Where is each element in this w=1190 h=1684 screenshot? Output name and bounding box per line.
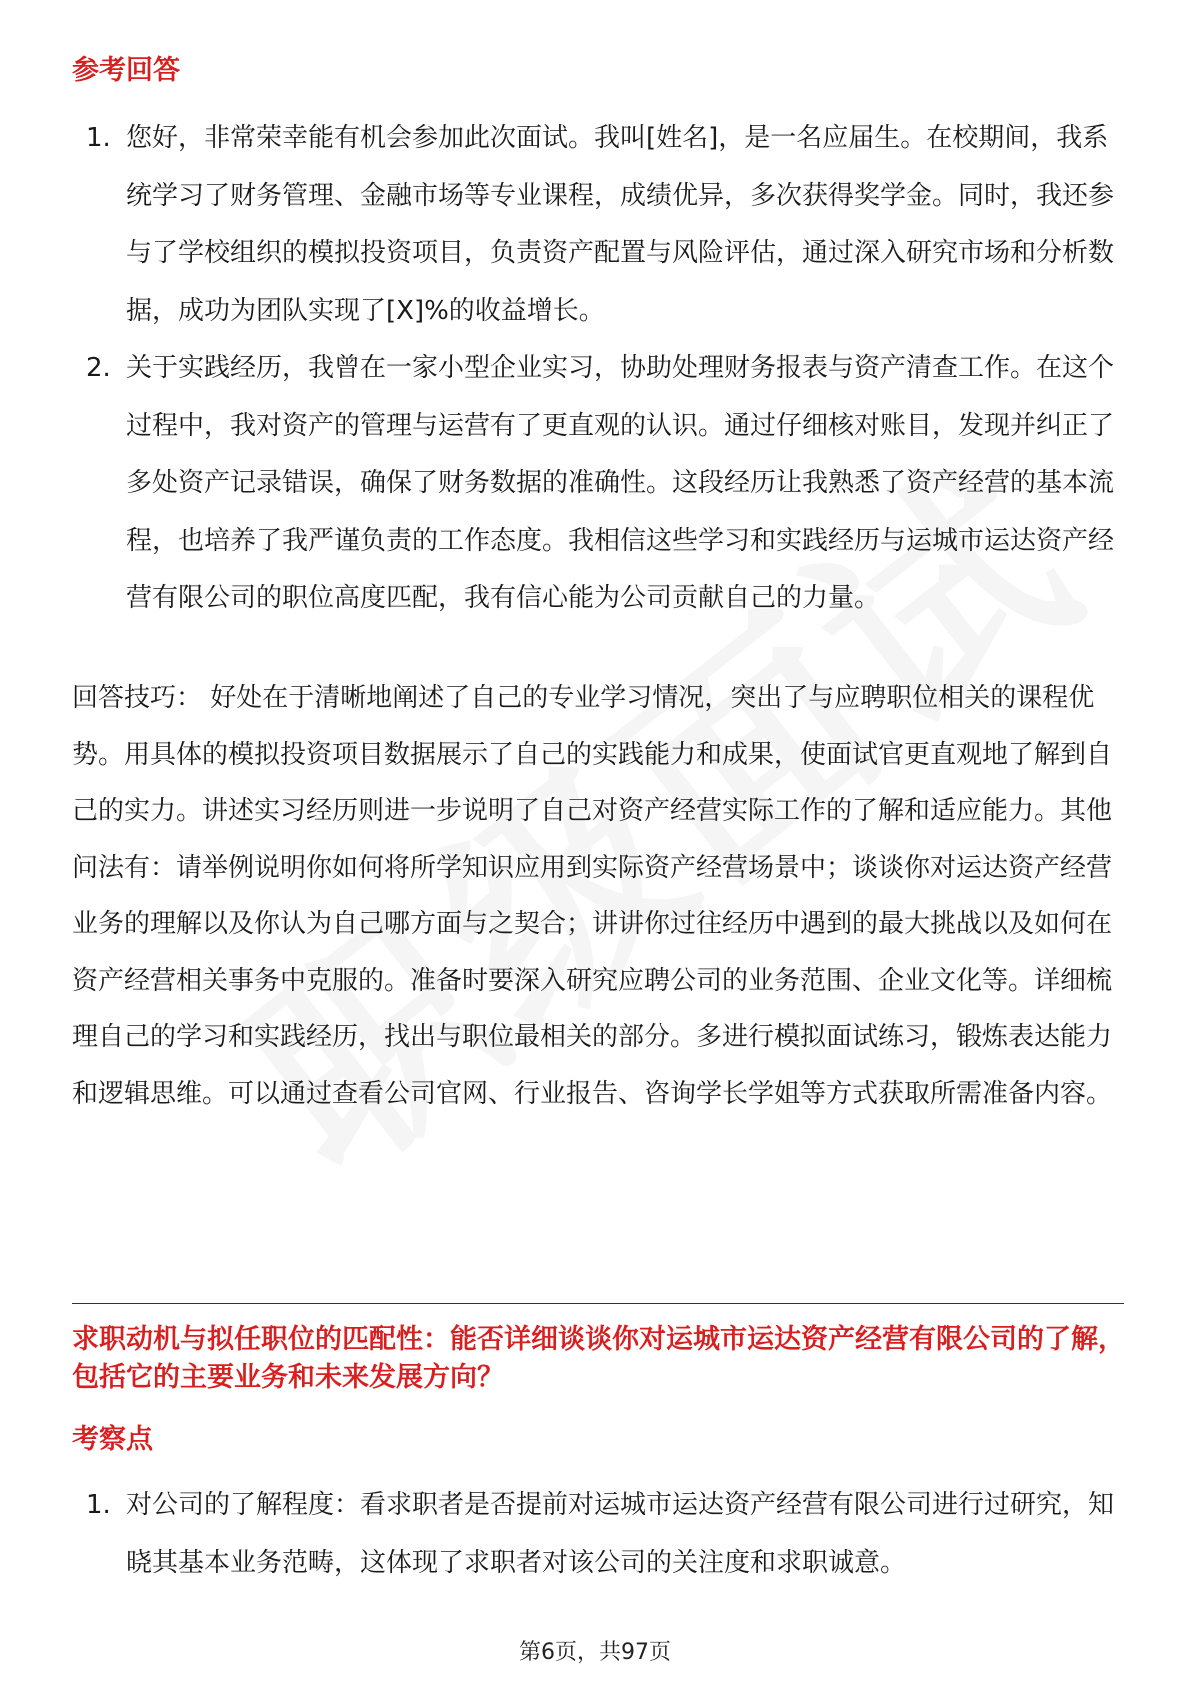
list-item-text: 您好，非常荣幸能有机会参加此次面试。我叫[姓名]，是一名应届生。在校期间，我系统学习了财务管理、金融市场等专业课程，成绩优异，多次获得奖学金。同时，我还参与了学校组织的模拟投资项目，负责资产配置与风险评估，通过深入研究市场和分析数据，成功为团队实现了[X]%的收益增长。 <box>126 123 1115 326</box>
answer-section-heading: 参考回答 <box>72 55 180 86</box>
page-footer: 第6页，共97页 <box>519 1640 671 1665</box>
answer-list <box>72 110 1122 628</box>
list-item-number: 1. <box>86 1490 111 1520</box>
exam-points-heading <box>72 1417 153 1456</box>
list-item <box>72 110 1122 340</box>
exam-points-heading-text: 考察点 <box>72 1424 153 1455</box>
list-item <box>72 340 1122 628</box>
list-item-number: 1. <box>86 123 111 153</box>
interview-question: 求职动机与拟任职位的匹配性：能否详细谈谈你对运城市运达资产经营有限公司的了解，包括它的主要业务和未来发展方向？ <box>72 1324 1125 1393</box>
list-item-text: 对公司的了解程度：看求职者是否提前对运城市运达资产经营有限公司进行过研究，知晓其基本业务范畴，这体现了求职者对该公司的关注度和求职诚意。 <box>126 1490 1115 1578</box>
exam-points-list <box>72 1477 1122 1592</box>
list-item <box>72 1477 1122 1592</box>
list-item-text: 关于实践经历，我曾在一家小型企业实习，协助处理财务报表与资产清查工作。在这个过程中，我对资产的管理与运营有了更直观的认识。通过仔细核对账目，发现并纠正了多处资产记录错误，确保了财务数据的准确性。这段经历让我熟悉了资产经营的基本流程，也培养了我严谨负责的工作态度。我相信这些学习和实践经历与运城市运达资产经营有限公司的职位高度匹配，我有信心能为公司贡献自己的力量。 <box>126 353 1115 613</box>
answer-tips-paragraph: 回答技巧： 好处在于清晰地阐述了自己的专业学习情况，突出了与应聘职位相关的课程优势。用具体的模拟投资项目数据展示了自己的实践能力和成果，使面试官更直观地了解到自己的实力。讲述实习经历则进一步说明了自己对资产经营实际工作的了解和适应能力。其他问法有：请举例说明你如何将所学知识应用到实际资产经营场景中；谈谈你对运达资产经营业务的理解以及你认为自己哪方面与之契合；讲讲你过往经历中遇到的最大挑战以及如何在资产经营相关事务中克服的。准备时要深入研究应聘公司的业务范围、企业文化等。详细梳理自己的学习和实践经历，找出与职位最相关的部分。多进行模拟面试练习，锻炼表达能力和逻辑思维。可以通过查看公司官网、行业报告、咨询学长学姐等方式获取所需准备内容。 <box>72 683 1113 1109</box>
list-item-number: 2. <box>86 353 111 383</box>
section-divider <box>72 1303 1124 1304</box>
